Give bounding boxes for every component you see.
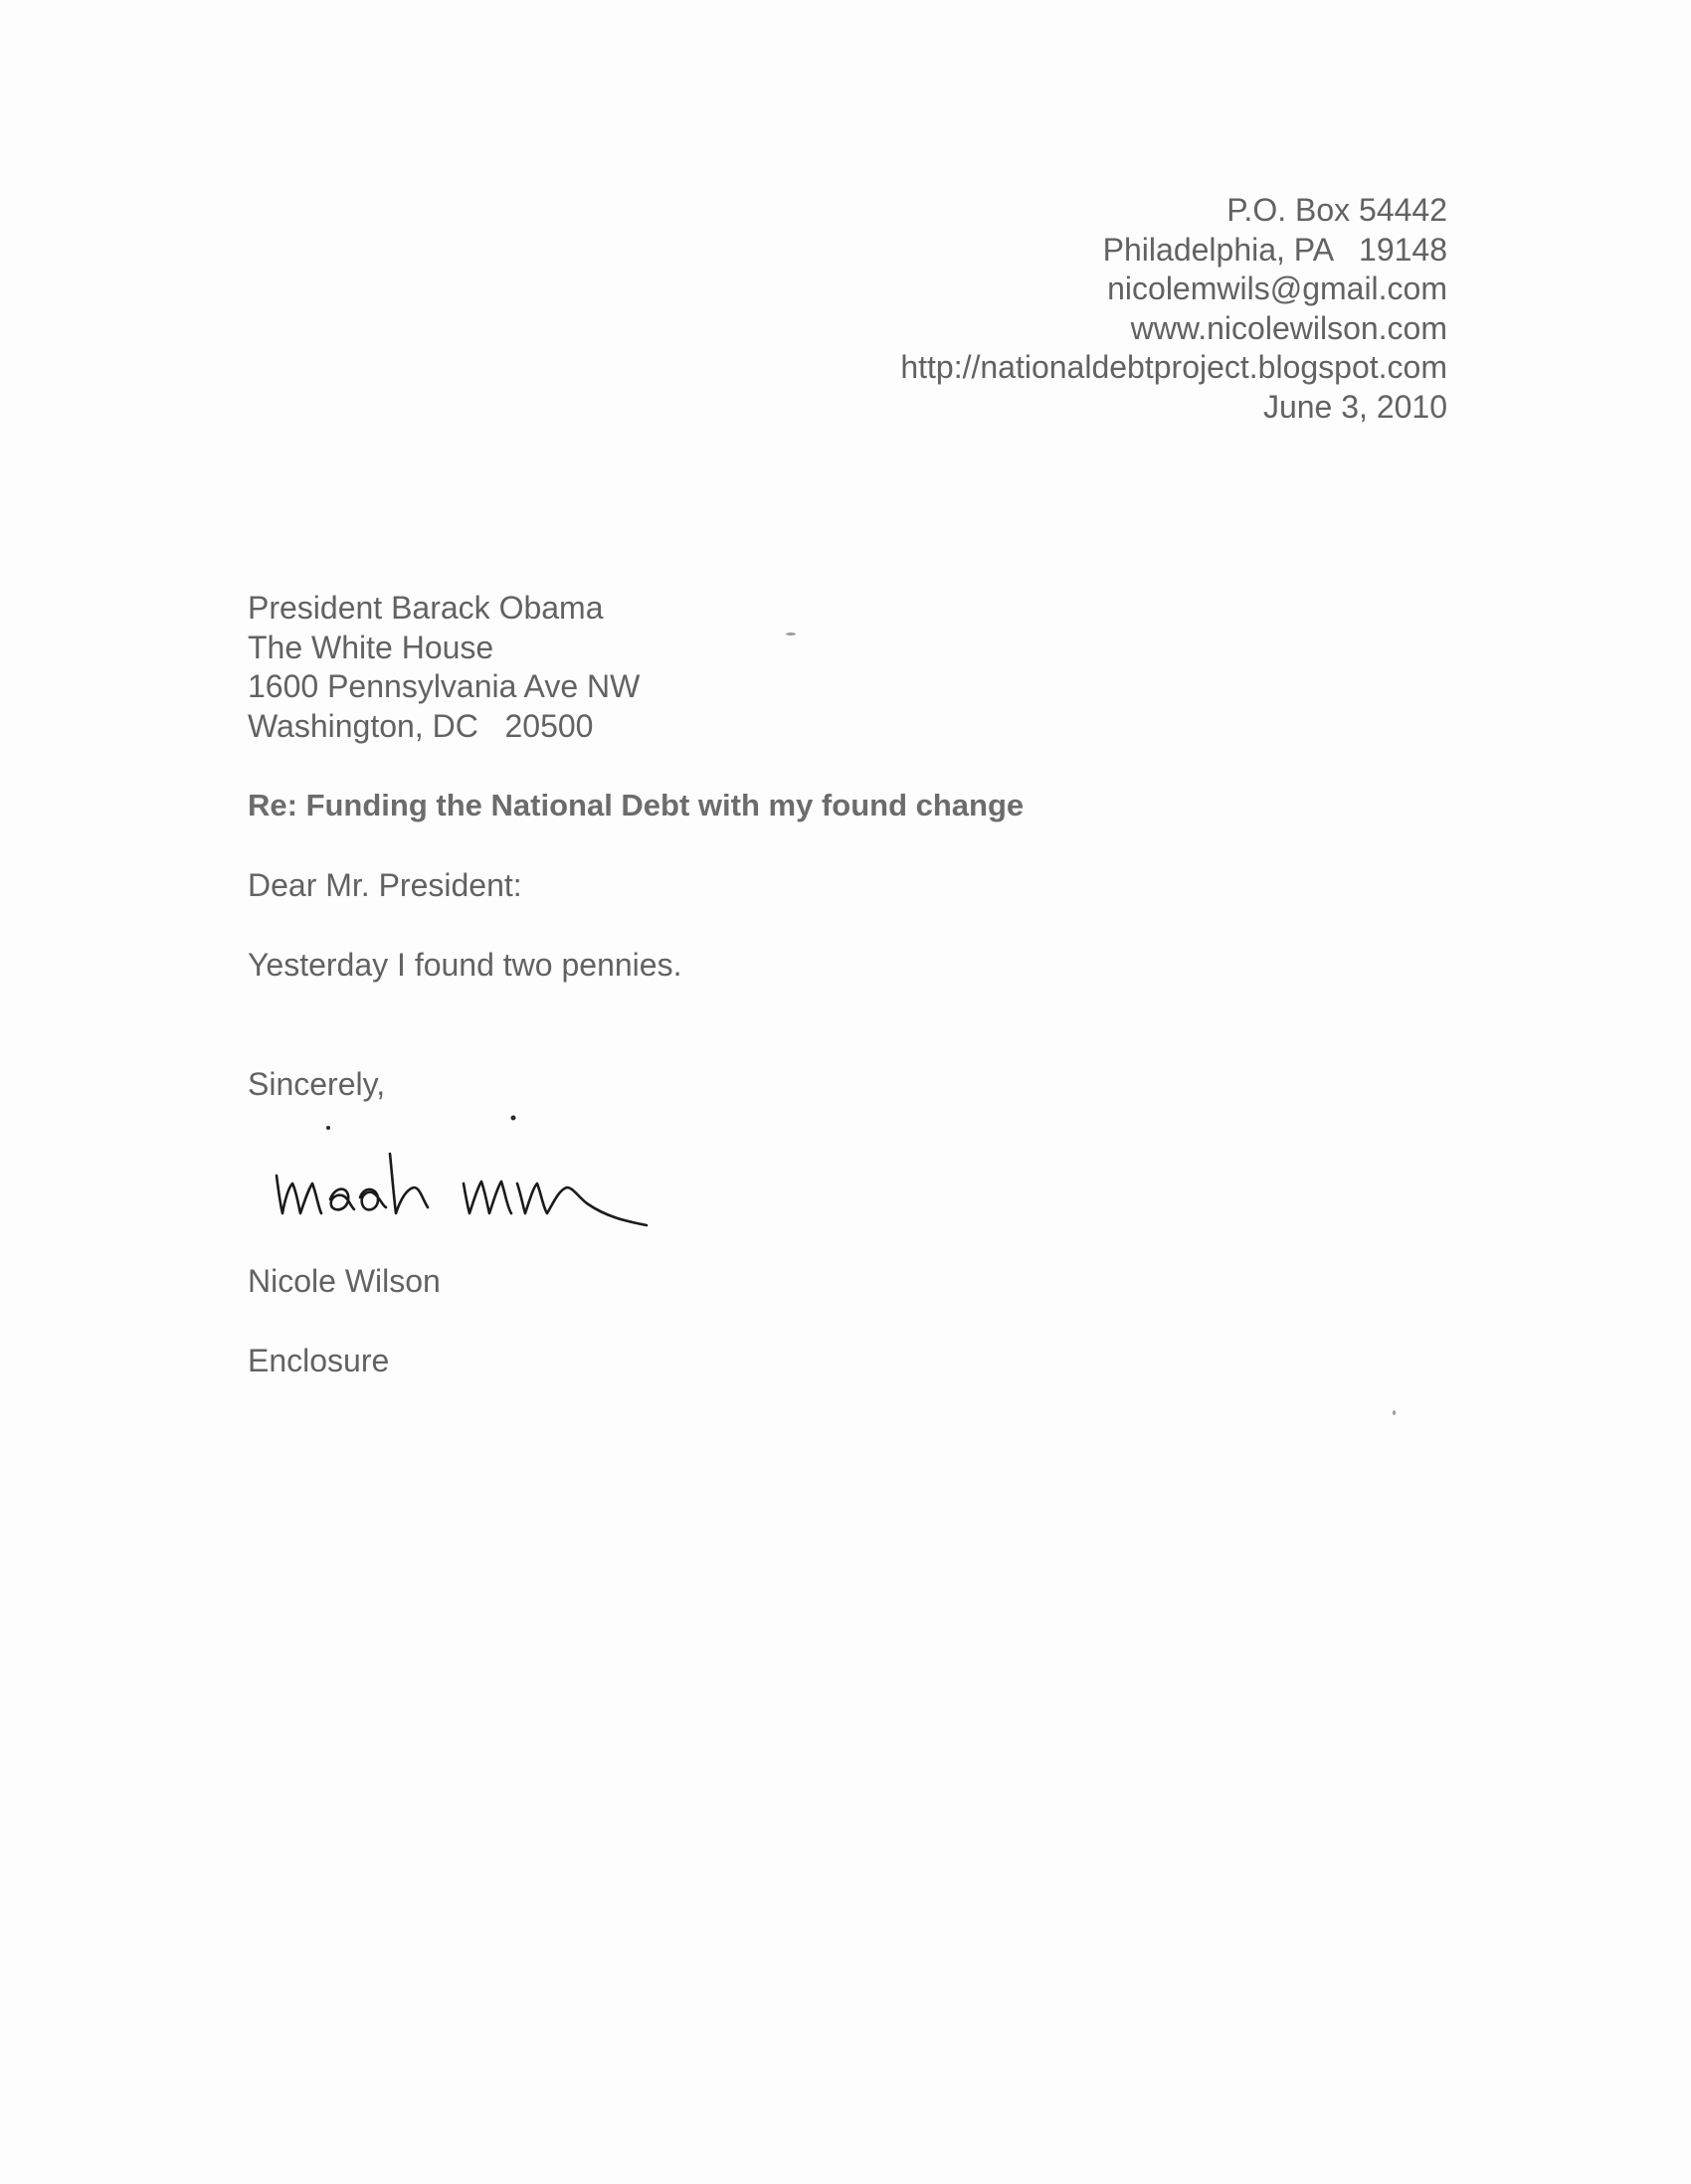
recipient-street: 1600 Pennsylvania Ave NW <box>248 668 641 704</box>
sender-blog-url: http://nationaldebtproject.blogspot.com <box>900 349 1447 385</box>
scan-speck <box>1393 1410 1396 1415</box>
signer-name: Nicole Wilson <box>248 1263 441 1299</box>
sender-address-block <box>900 191 1447 427</box>
letter-date: June 3, 2010 <box>1262 388 1447 425</box>
subject-line: Re: Funding the National Debt with my found change <box>248 788 1025 822</box>
sender-city-line: Philadelphia, PA 19148 <box>1102 231 1447 268</box>
recipient-org: The White House <box>248 629 494 665</box>
scan-speck <box>786 633 796 636</box>
recipient-address-block <box>248 589 640 746</box>
handwritten-signature <box>269 1114 786 1243</box>
sender-email: nicolemwils@gmail.com <box>1107 271 1447 306</box>
closing: Sincerely, <box>248 1066 386 1102</box>
salutation: Dear Mr. President: <box>248 867 522 903</box>
recipient-city-line: Washington, DC 20500 <box>248 707 594 744</box>
letter-body: Yesterday I found two pennies. <box>248 947 682 983</box>
sender-po-box: P.O. Box 54442 <box>1226 192 1447 228</box>
recipient-name: President Barack Obama <box>248 590 604 626</box>
sender-website: www.nicolewilson.com <box>1130 309 1447 346</box>
enclosure-notation: Enclosure <box>248 1343 390 1378</box>
